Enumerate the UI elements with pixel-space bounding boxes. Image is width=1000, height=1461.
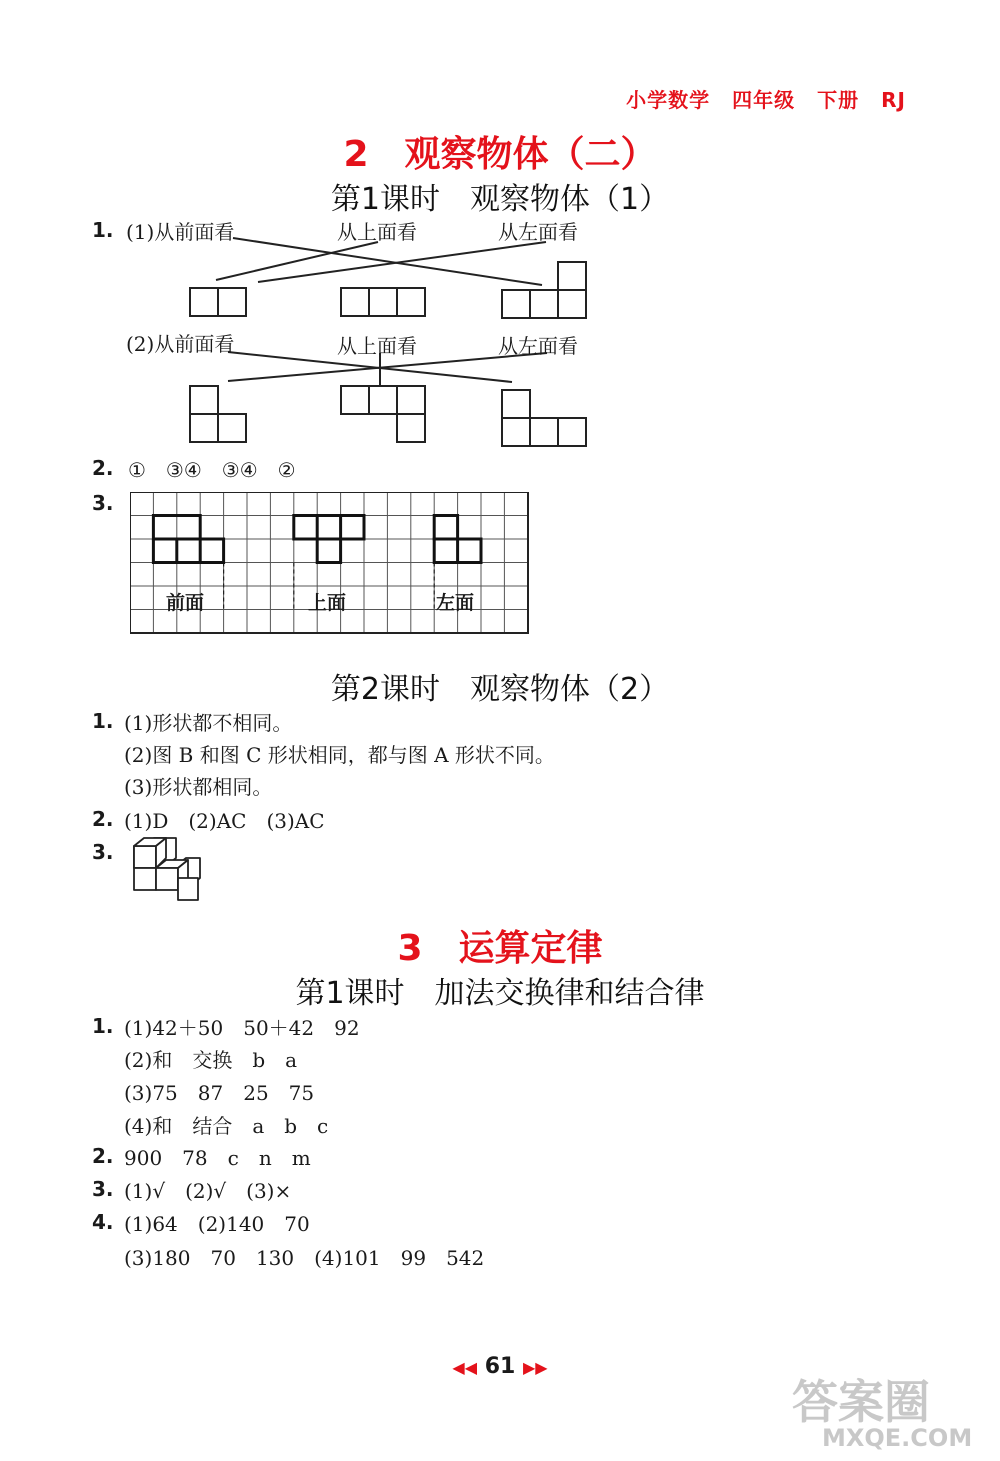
question-number: 2. — [92, 456, 114, 480]
view-label-top-2: 从上面看 — [337, 334, 417, 358]
watermark-url: MXQE.COM — [822, 1424, 973, 1452]
answer-line: (1)形状都不相同。 — [124, 711, 293, 735]
watermark-logo: 答案圈 — [792, 1375, 930, 1429]
view-label-front-2: (2)从前面看 — [126, 332, 235, 356]
view-label-left-2: 从左面看 — [498, 334, 578, 358]
q1-matching-figures — [0, 0, 1000, 460]
answer-line: (1)42＋50 50＋42 92 — [124, 1016, 360, 1040]
question-number: 1. — [92, 218, 114, 242]
unit2-lesson1-title: 第1课时 观察物体（1） — [330, 182, 670, 217]
unit3-title: 3 运算定律 — [397, 928, 603, 969]
grid-label-top: 上面 — [308, 592, 347, 614]
answer-line: (3)180 70 130 (4)101 99 542 — [124, 1246, 485, 1270]
question-number: 2. — [92, 1144, 114, 1168]
header-edition: RJ — [881, 88, 906, 112]
answer-line: (1)64 (2)140 70 — [124, 1212, 310, 1236]
grid-label-front: 前面 — [166, 592, 205, 614]
grid-label-left: 左面 — [436, 592, 475, 614]
view-label-left-1: 从左面看 — [498, 220, 578, 244]
answer-text: 900 78 c n m — [124, 1146, 311, 1170]
unit3-lesson1-title: 第1课时 加法交换律和结合律 — [295, 976, 705, 1011]
header-volume: 下册 — [817, 88, 860, 112]
question-number: 3. — [92, 840, 114, 864]
question-number: 1. — [92, 709, 114, 733]
answer-text: (1)√ (2)√ (3)× — [124, 1179, 292, 1203]
unit2-title: 2 观察物体（二） — [343, 134, 657, 175]
answer-line: (3)形状都相同。 — [124, 775, 273, 799]
question-number: 4. — [92, 1210, 114, 1234]
answer-line: (2)和 交换 b a — [124, 1048, 298, 1072]
question-number: 1. — [92, 1014, 114, 1038]
question-number: 3. — [92, 491, 114, 515]
view-label-front-1: (1)从前面看 — [126, 220, 235, 244]
header-grade: 四年级 — [732, 88, 796, 112]
left-arrows-icon: ◀◀ — [452, 1358, 478, 1377]
view-label-top-1: 从上面看 — [337, 220, 417, 244]
answer-text: (1)D (2)AC (3)AC — [124, 809, 325, 833]
answer-line: (3)75 87 25 75 — [124, 1081, 315, 1105]
answer-line: (4)和 结合 a b c — [124, 1114, 329, 1138]
answer-line: (2)图 B 和图 C 形状相同，都与图 A 形状不同。 — [124, 743, 555, 767]
cube-stack-figure — [130, 836, 206, 904]
page-number: 61 — [484, 1354, 516, 1379]
page-footer — [400, 1354, 600, 1379]
right-arrows-icon: ▶▶ — [522, 1358, 548, 1377]
question-number: 2. — [92, 807, 114, 831]
unit2-lesson2-title: 第2课时 观察物体（2） — [330, 672, 670, 707]
answer-text: ① ③④ ③④ ② — [128, 458, 296, 482]
header-subject: 小学数学 — [626, 88, 711, 112]
question-number: 3. — [92, 1177, 114, 1201]
